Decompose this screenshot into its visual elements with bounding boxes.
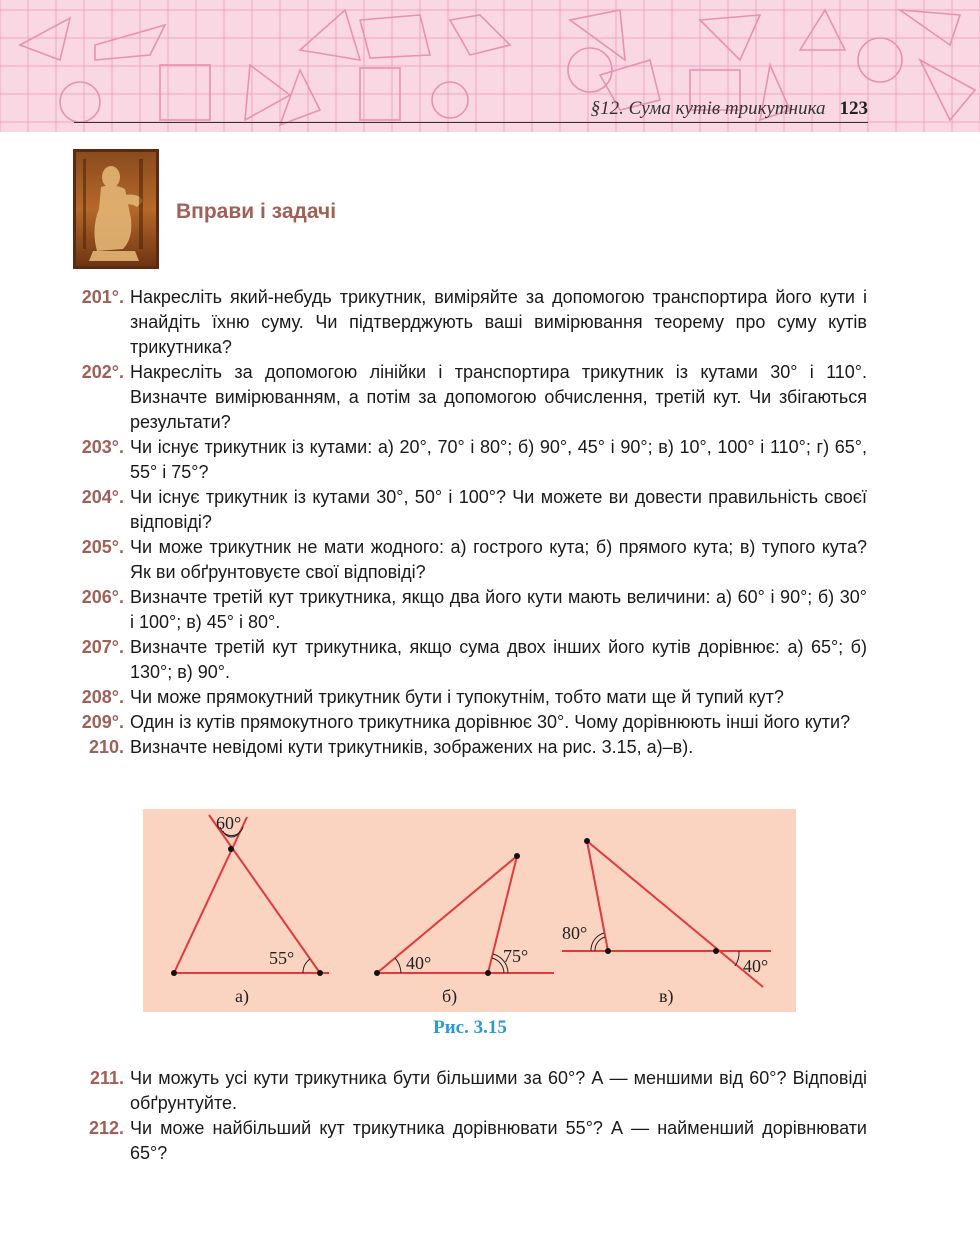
exercise-207: [0, 635, 867, 685]
exercise-text: Один із кутів прямокутного трикутника дорівнює 30°. Чому дорівнюють інші його кути?: [130, 712, 851, 732]
exercise-number: 207°.: [81, 637, 124, 657]
exercise-203: [0, 435, 867, 485]
exercise-205: [0, 535, 867, 585]
exercise-number: 210.: [88, 737, 124, 757]
panel-label: в): [659, 986, 674, 1006]
exercise-201: [0, 285, 867, 360]
exercise-206: [0, 585, 867, 635]
running-head-title: §12. Сума кутів трикутника: [590, 98, 826, 119]
angle-label: 60°: [216, 813, 242, 833]
figure-3-15: [143, 809, 796, 1012]
exercise-208: [0, 685, 867, 710]
exercise-number: 205°.: [81, 537, 124, 557]
exercise-number: 212.: [88, 1118, 124, 1138]
figure-caption: Рис. 3.15: [433, 1017, 507, 1038]
exercise-number: 203°.: [81, 437, 124, 457]
page-number: 123: [839, 98, 868, 119]
angle-label: 55°: [269, 948, 295, 968]
exercise-text: Визначте невідомі кути трикутників, зображених на рис. 3.15, а)–в).: [130, 737, 694, 757]
exercise-212: [0, 1116, 867, 1166]
exercise-text: Чи може трикутник не мати жодного: а) гострого кута; б) прямого кута; в) тупого кута? Як ви обґрунтовуєте свої відповіді?: [130, 537, 867, 582]
section-title: Вправи і задачі: [176, 200, 337, 223]
exercise-202: [0, 360, 867, 435]
exercise-text: Визначте третій кут трикутника, якщо два його кути мають величини: а) 60° і 90°; б) 30° і 100°; в) 45° і 80°.: [130, 587, 867, 632]
angle-label: 40°: [406, 953, 432, 973]
angle-label: 80°: [562, 923, 588, 943]
exercise-text: Накресліть який-небудь трикутник, виміряйте за допомогою транспортира його кути і знайдіть їхню суму. Чи підтверджують ваші вимірювання теорему про суму кутів трикутника?: [130, 287, 867, 357]
panel-label: б): [442, 986, 458, 1006]
exercise-number: 202°.: [81, 362, 124, 382]
exercise-209: [0, 710, 867, 735]
exercise-number: 209°.: [81, 712, 124, 732]
angle-label: 40°: [743, 956, 769, 976]
exercise-text: Чи існує трикутник із кутами 30°, 50° і 100°? Чи можете ви довести правильність своєї відповіді?: [130, 487, 867, 532]
exercise-204: [0, 485, 867, 535]
running-head: [0, 98, 868, 120]
exercise-number: 206°.: [81, 587, 124, 607]
exercise-text: Чи можуть усі кути трикутника бути більшими за 60°? А — меншими від 60°? Відповіді обґрунтуйте.: [130, 1068, 867, 1113]
exercise-text: Накресліть за допомогою лінійки і транспортира трикутник із кутами 30° і 110°. Визначте вимірюванням, а потім за допомогою обчислення, третій кут. Чи збігаються результати?: [130, 362, 867, 432]
angle-label: 75°: [503, 946, 529, 966]
exercise-list-continued: [0, 1066, 980, 1166]
exercise-text: Чи може прямокутний трикутник бути і тупокутнім, тобто мати ще й тупий кут?: [130, 687, 784, 707]
exercise-number: 208°.: [81, 687, 124, 707]
figure-diagrams: [143, 809, 796, 1012]
panel-label: а): [235, 986, 249, 1006]
exercise-number: 211.: [89, 1068, 124, 1088]
header-rule: [74, 122, 868, 123]
exercise-number: 201°.: [81, 287, 124, 307]
exercise-text: Чи може найбільший кут трикутника дорівнювати 55°? А — найменший дорівнювати 65°?: [130, 1118, 867, 1163]
statue-picture: [73, 149, 159, 269]
exercise-text: Чи існує трикутник із кутами: а) 20°, 70° і 80°; б) 90°, 45° і 90°; в) 10°, 100° і 110°; г) 65°, 55° і 75°?: [130, 437, 867, 482]
exercise-number: 204°.: [81, 487, 124, 507]
exercise-210: [0, 735, 867, 760]
exercise-211: [0, 1066, 867, 1116]
exercise-text: Визначте третій кут трикутника, якщо сума двох інших його кутів дорівнює: а) 65°; б) 130°; в) 90°.: [130, 637, 867, 682]
exercise-list: [0, 285, 980, 760]
